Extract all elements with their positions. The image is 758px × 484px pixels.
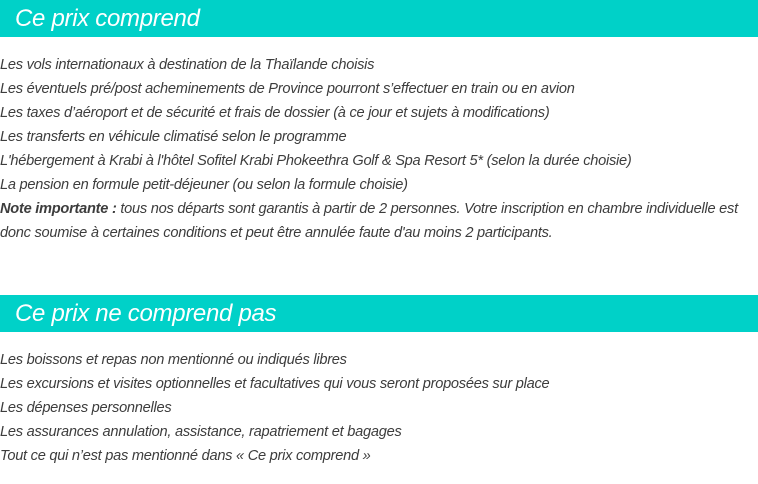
included-item: Les vols internationaux à destination de la Thaïlande choisis bbox=[0, 57, 375, 73]
important-note bbox=[0, 197, 758, 245]
price-excludes-list bbox=[0, 332, 758, 468]
excluded-item: Tout ce qui n’est pas mentionné dans « Ce prix comprend » bbox=[0, 448, 371, 464]
price-excludes-title: Ce prix ne comprend pas bbox=[15, 300, 277, 327]
excluded-item: Les dépenses personnelles bbox=[0, 400, 172, 416]
included-item: La pension en formule petit-déjeuner (ou selon la formule choisie) bbox=[0, 177, 408, 193]
price-includes-header bbox=[0, 0, 758, 37]
excluded-item: Les assurances annulation, assistance, rapatriement et bagages bbox=[0, 424, 402, 440]
price-excludes-section bbox=[0, 295, 758, 468]
price-includes-title: Ce prix comprend bbox=[15, 5, 200, 32]
important-note-label: Note importante : bbox=[0, 201, 117, 217]
excluded-item: Les boissons et repas non mentionné ou indiqués libres bbox=[0, 352, 347, 368]
price-excludes-header bbox=[0, 295, 758, 332]
included-item: Les éventuels pré/post acheminements de Province pourront s’effectuer en train ou en avion bbox=[0, 81, 575, 97]
included-item: Les taxes d’aéroport et de sécurité et frais de dossier (à ce jour et sujets à modifications) bbox=[0, 105, 550, 121]
excluded-item: Les excursions et visites optionnelles et facultatives qui vous seront proposées sur place bbox=[0, 376, 550, 392]
price-includes-list bbox=[0, 37, 758, 245]
important-note-text: tous nos départs sont garantis à partir de 2 personnes. Votre inscription en chambre individuelle est donc soumise à certaines conditions et peut être annulée faute d'au moins 2 participants. bbox=[0, 201, 738, 241]
included-item: Les transferts en véhicule climatisé selon le programme bbox=[0, 129, 347, 145]
included-item: L'hébergement à Krabi à l'hôtel Sofitel Krabi Phokeethra Golf & Spa Resort 5* (selon la durée choisie) bbox=[0, 153, 632, 169]
